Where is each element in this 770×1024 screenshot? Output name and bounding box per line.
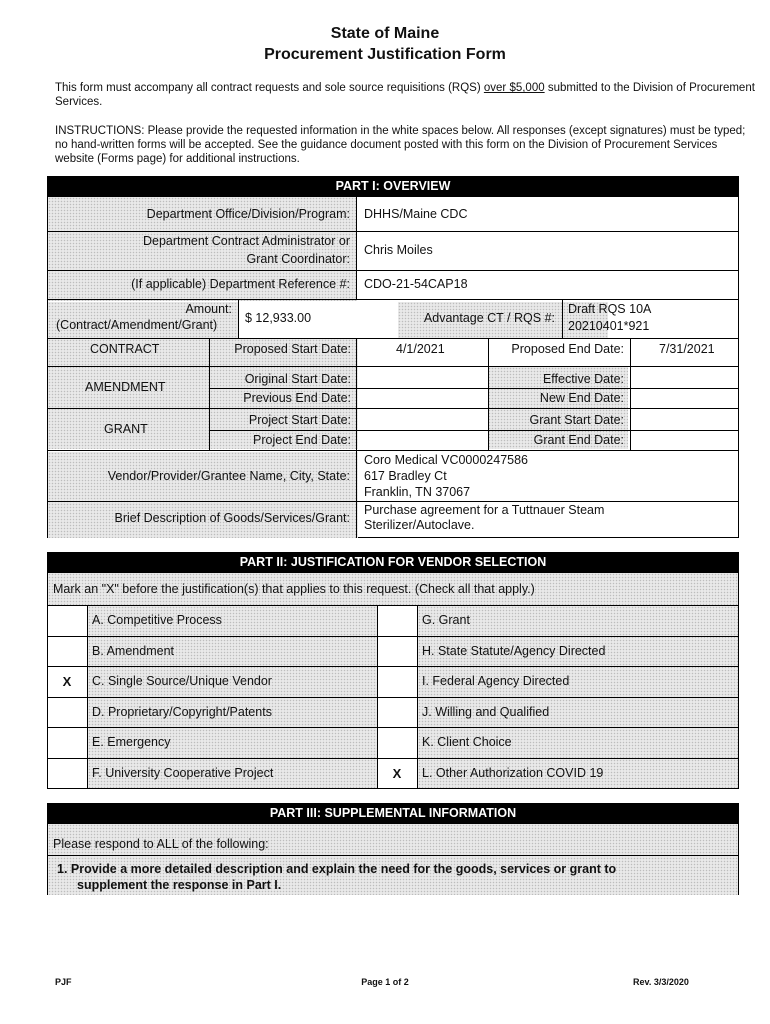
ref-label: (If applicable) Department Reference #: — [131, 277, 350, 291]
vendor-name[interactable]: Coro Medical VC0000247586 — [364, 453, 528, 467]
effective-date-label: Effective Date: — [542, 372, 624, 386]
justification-option-label: L. Other Authorization COVID 19 — [422, 766, 604, 780]
row-divider — [47, 231, 739, 232]
contract-label: CONTRACT — [90, 342, 160, 356]
vendor-city-state[interactable]: Franklin, TN 37067 — [364, 485, 471, 499]
original-start-label: Original Start Date: — [244, 372, 351, 386]
vendor-label: Vendor/Provider/Grantee Name, City, State: — [107, 469, 350, 483]
intro-paragraph — [55, 81, 755, 109]
justification-option-label: J. Willing and Qualified — [422, 705, 550, 719]
col-divider — [238, 299, 239, 338]
question-1-cont: supplement the response in Part I. — [77, 878, 282, 892]
row-divider — [47, 727, 739, 728]
form-title-state: State of Maine — [330, 25, 440, 42]
row-divider — [47, 501, 739, 502]
row-divider — [47, 338, 739, 339]
amount-label-2: (Contract/Amendment/Grant) — [56, 318, 218, 332]
justification-option-label: E. Emergency — [92, 735, 171, 749]
vendor-address[interactable]: 617 Bradley Ct — [364, 469, 447, 483]
question-1: 1. Provide a more detailed description and explain the need for the goods, services or grant to — [57, 862, 617, 876]
row-divider — [47, 855, 739, 856]
previous-end-label: Previous End Date: — [243, 391, 351, 405]
row-divider — [47, 299, 739, 300]
amount-label: Amount: — [185, 302, 232, 316]
col-divider — [356, 338, 357, 450]
row-divider — [47, 666, 739, 667]
project-end-label: Project End Date: — [253, 433, 351, 447]
row-divider — [47, 758, 739, 759]
new-end-label: New End Date: — [539, 391, 624, 405]
intro-threshold: over $5,000 — [483, 82, 545, 94]
footer-form-code: PJF — [55, 977, 72, 987]
instructions-paragraph: INSTRUCTIONS: Please provide the requested information in the white spaces below. All responses (except signatures) must be typed; no hand-written forms will be accepted. See the guidance document posted with this form on the Division of Procurement Services website (Forms page) for additional instructions. — [55, 125, 746, 165]
amount-value[interactable]: $ 12,933.00 — [245, 311, 312, 325]
proposed-end-label: Proposed End Date: — [511, 342, 624, 356]
grant-start-label: Grant Start Date: — [529, 413, 624, 427]
goods-description-2[interactable]: Sterilizer/Autoclave. — [364, 518, 475, 532]
row-divider — [47, 408, 739, 409]
justification-option-label: F. University Cooperative Project — [92, 766, 274, 780]
advantage-label: Advantage CT / RQS #: — [423, 311, 555, 325]
part1-heading: PART I: OVERVIEW — [47, 176, 739, 196]
part2-heading: PART II: JUSTIFICATION FOR VENDOR SELECTION — [47, 552, 739, 572]
proposed-end-value[interactable]: 7/31/2021 — [659, 342, 715, 356]
row-divider — [47, 697, 739, 698]
dept-value[interactable]: DHHS/Maine CDC — [364, 207, 468, 221]
grant-end-label: Grant End Date: — [533, 433, 624, 447]
grant-label: GRANT — [104, 422, 148, 436]
justification-option-label: H. State Statute/Agency Directed — [422, 644, 606, 658]
col-divider — [356, 450, 357, 538]
advantage-value-2[interactable]: 20210401*921 — [568, 319, 650, 333]
row-divider — [209, 388, 739, 389]
row-divider — [209, 430, 739, 431]
goods-description[interactable]: Purchase agreement for a Tuttnauer Steam — [364, 503, 605, 517]
part2-instruction: Mark an "X" before the justification(s) that applies to this request. (Check all that apply.) — [53, 582, 535, 596]
row-divider — [47, 450, 739, 451]
form-title: Procurement Justification Form — [264, 46, 506, 63]
part3-instruction: Please respond to ALL of the following: — [53, 837, 269, 851]
row-divider — [47, 366, 739, 367]
admin-label-2: Grant Coordinator: — [246, 252, 350, 266]
col-divider — [562, 299, 563, 338]
justification-option-label: B. Amendment — [92, 644, 174, 658]
footer-revision: Rev. 3/3/2020 — [633, 977, 689, 987]
amendment-label: AMENDMENT — [85, 380, 166, 394]
justification-option-label: K. Client Choice — [422, 735, 512, 749]
justification-checkbox-right[interactable]: X — [392, 766, 402, 781]
proposed-start-value[interactable]: 4/1/2021 — [396, 342, 445, 356]
goods-label: Brief Description of Goods/Services/Grant: — [114, 511, 350, 525]
row-divider — [47, 270, 739, 271]
intro-text: This form must accompany all contract requests and sole source requisitions (RQS) — [55, 82, 484, 94]
justification-option-label: I. Federal Agency Directed — [422, 674, 570, 688]
admin-value[interactable]: Chris Moiles — [364, 243, 433, 257]
intro-text-end: submitted to the Division of Procurement Services. — [55, 82, 755, 108]
col-divider — [488, 338, 489, 450]
col-divider — [630, 338, 631, 450]
row-divider — [47, 636, 739, 637]
proposed-start-label: Proposed Start Date: — [234, 342, 351, 356]
part3-heading: PART III: SUPPLEMENTAL INFORMATION — [47, 803, 739, 823]
admin-label: Department Contract Administrator or — [142, 234, 350, 248]
col-divider — [209, 338, 210, 450]
advantage-value[interactable]: Draft RQS 10A — [568, 302, 652, 316]
dept-label: Department Office/Division/Program: — [146, 207, 350, 221]
justification-option-label: D. Proprietary/Copyright/Patents — [92, 705, 272, 719]
ref-value[interactable]: CDO-21-54CAP18 — [364, 277, 468, 291]
justification-checkbox-left[interactable]: X — [62, 674, 72, 689]
project-start-label: Project Start Date: — [248, 413, 351, 427]
col-divider — [356, 196, 357, 299]
justification-option-label: G. Grant — [422, 613, 470, 627]
justification-option-label: C. Single Source/Unique Vendor — [92, 674, 272, 688]
footer-page-number: Page 1 of 2 — [361, 977, 409, 987]
justification-option-label: A. Competitive Process — [92, 613, 222, 627]
